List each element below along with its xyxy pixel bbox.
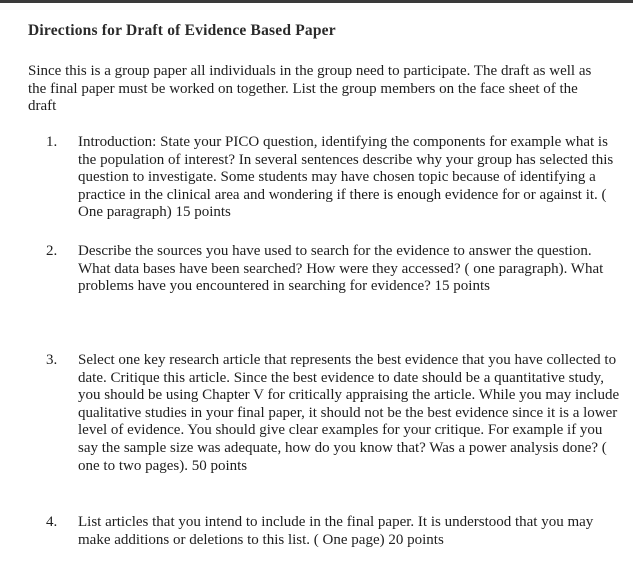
item-number: 3. <box>46 352 58 368</box>
item-number: 4. <box>46 514 58 530</box>
item-text: Introduction: State your PICO question, identifying the components for example what is the population of interest? In several sentences describe why your group has selected this question to investigate. Some students may have chosen topic because of identifying a practice in the clinical area and wondering if there is enough evidence for or against it. ( One paragraph) 15 points <box>78 134 614 221</box>
item-text: List articles that you intend to include in the final paper. It is understood that you may make additions or deletions to this list. ( One page) 20 points <box>78 514 594 548</box>
item-number: 2. <box>46 243 58 259</box>
intro-paragraph: Since this is a group paper all individuals in the group need to participate. The draft as well as the final paper must be worked on together. List the group members on the face sheet of the draft <box>28 63 592 114</box>
item-text: Describe the sources you have used to search for the evidence to answer the question. What data bases have been searched? How were they accessed? ( one paragraph). What problems have you encountered in searching for evidence? 15 points <box>78 243 604 295</box>
item-text: Select one key research article that represents the best evidence that you have collected to date. Critique this article. Since the best evidence to date should be a quantitative study, you should be using Chapter V for critically appraising the article. While you may include qualitative studies in your final paper, it should not be the best evidence since it is a lower level of evidence. You should give clear examples for your critique. For example if you say the sample size was adequate, how do you know that? Was a power analysis done? ( one to two pages). 50 points <box>78 352 620 474</box>
document-title: Directions for Draft of Evidence Based Paper <box>28 22 336 39</box>
item-number: 1. <box>46 134 58 150</box>
